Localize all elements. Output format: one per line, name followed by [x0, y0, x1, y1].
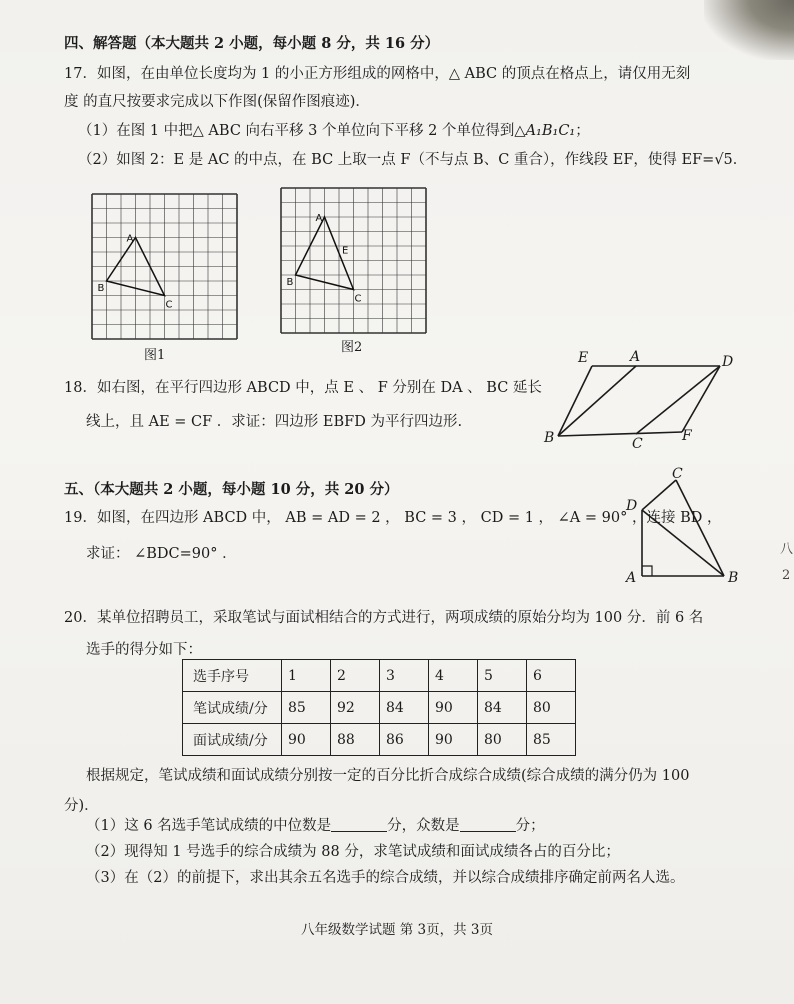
q19-label-D: D: [626, 498, 638, 514]
table-row: [183, 724, 576, 756]
q20-part2: （2）现得知 1 号选手的综合成绩为 88 分，求笔试成绩和面试成绩各占的百分比；: [86, 844, 620, 860]
table-cell: 88: [331, 724, 380, 756]
q20-score-table: [182, 659, 576, 756]
fig2-label-C: C: [354, 293, 362, 305]
table-header-cell: 6: [527, 660, 576, 692]
table-cell: 86: [380, 724, 429, 756]
fig2-label-E: E: [342, 245, 349, 257]
q20-part1-c: 分；: [515, 818, 545, 834]
table-header-cell: 3: [380, 660, 429, 692]
q20-line2: 选手的得分如下：: [86, 642, 202, 658]
table-cell: 84: [380, 692, 429, 724]
q18-line1: 18．如右图，在平行四边形 ABCD 中，点 E 、 F 分别在 DA 、 BC 延长: [64, 380, 542, 396]
q19-line1: 19．如图，在四边形 ABCD 中， AB = AD = 2 ， BC = 3 ， CD = 1 ， ∠A = 90° ，连接 BD ，: [64, 510, 722, 526]
fig2-label-B: B: [286, 277, 294, 288]
table-cell: 80: [527, 692, 576, 724]
table-cell: 90: [282, 724, 331, 756]
q18-label-E: E: [578, 350, 589, 366]
q17-figure2-caption: 图2: [341, 340, 363, 355]
fig1-label-B: B: [97, 283, 105, 294]
table-cell: 92: [331, 692, 380, 724]
q17-figure2-grid: [277, 184, 431, 334]
side-mark-2: 2: [782, 568, 791, 583]
q17-figure1-caption: 图1: [144, 348, 166, 363]
table-header-cell: 2: [331, 660, 380, 692]
q20-rule-line2: 分)．: [64, 798, 99, 814]
q20-part1-b: 分，众数是: [387, 818, 460, 834]
table-header-cell: 选手序号: [183, 660, 282, 692]
table-header-cell: 5: [478, 660, 527, 692]
fig1-label-C: C: [165, 299, 173, 311]
q17-part1-text: （1）在图 1 中把△ ABC 向右平移 3 个单位向下平移 2 个单位得到△: [78, 123, 526, 139]
table-header-cell: 4: [429, 660, 478, 692]
q19-label-C: C: [672, 466, 683, 482]
q20-line1: 20．某单位招聘员工，采取笔试与面试相结合的方式进行，两项成绩的原始分均为 100 分．前 6 名: [64, 610, 704, 626]
table-cell: 90: [429, 692, 478, 724]
q17-part1-suffix: ；: [575, 123, 590, 139]
side-mark-1: 八: [780, 542, 794, 557]
q18-label-F: F: [682, 428, 692, 444]
table-row-label: 笔试成绩/分: [183, 692, 282, 724]
q20-part1: [86, 816, 545, 836]
q17-part1: [78, 121, 590, 141]
q20-part1-a: （1）这 6 名选手笔试成绩的中位数是: [86, 818, 332, 834]
table-cell: 85: [282, 692, 331, 724]
section5-heading: 五、（本大题共 2 小题，每小题 10 分，共 20 分）: [64, 481, 399, 498]
q17-line2: 度 的直尺按要求完成以下作图(保留作图痕迹)．: [64, 94, 370, 110]
table-cell: 84: [478, 692, 527, 724]
table-cell: 80: [478, 724, 527, 756]
q17-line1: 17．如图，在由单位长度均为 1 的小正方形组成的网格中，△ ABC 的顶点在格点上，请仅用无刻: [64, 66, 691, 82]
q18-line2: 线上，且 AE = CF ．求证：四边形 EBFD 为平行四边形.: [86, 414, 463, 430]
q17-part1-triangle: A₁B₁C₁: [525, 123, 576, 139]
q19-label-A: A: [626, 570, 637, 586]
section4-heading: 四、解答题（本大题共 2 小题，每小题 8 分，共 16 分）: [64, 35, 440, 52]
page-corner-shadow: [704, 0, 794, 60]
q17-part2: （2）如图 2：E 是 AC 的中点，在 BC 上取一点 F（不与点 B、C 重合），作线段 EF，使得 EF=√5．: [78, 152, 748, 168]
q18-label-D: D: [722, 354, 734, 370]
q20-rule-line1: 根据规定，笔试成绩和面试成绩分别按一定的百分比折合成综合成绩(综合成绩的满分仍为 100: [86, 768, 690, 784]
table-row: [183, 692, 576, 724]
q18-label-B: B: [544, 430, 555, 446]
fig2-label-A: A: [315, 213, 323, 224]
table-cell: 90: [429, 724, 478, 756]
page-footer: 八年级数学试题 第 3页，共 3页: [300, 922, 494, 938]
table-row: [183, 660, 576, 692]
q18-label-C: C: [632, 436, 643, 448]
q20-part3: （3）在（2）的前提下，求出其余五名选手的综合成绩，并以综合成绩排序确定前两名人选。: [86, 870, 685, 886]
q17-figure1-grid: [88, 190, 242, 340]
q18-label-A: A: [630, 349, 641, 365]
q19-label-B: B: [728, 570, 739, 586]
q19-quadrilateral-figure: [620, 466, 744, 588]
table-cell: 85: [527, 724, 576, 756]
table-header-cell: 1: [282, 660, 331, 692]
mode-answer-blank[interactable]: [460, 817, 516, 832]
table-row-label: 面试成绩/分: [183, 724, 282, 756]
q19-line2: 求证： ∠BDC=90° ．: [86, 546, 237, 562]
median-answer-blank[interactable]: [331, 817, 387, 832]
q18-parallelogram-figure: [540, 348, 740, 448]
fig1-label-A: A: [126, 233, 134, 245]
